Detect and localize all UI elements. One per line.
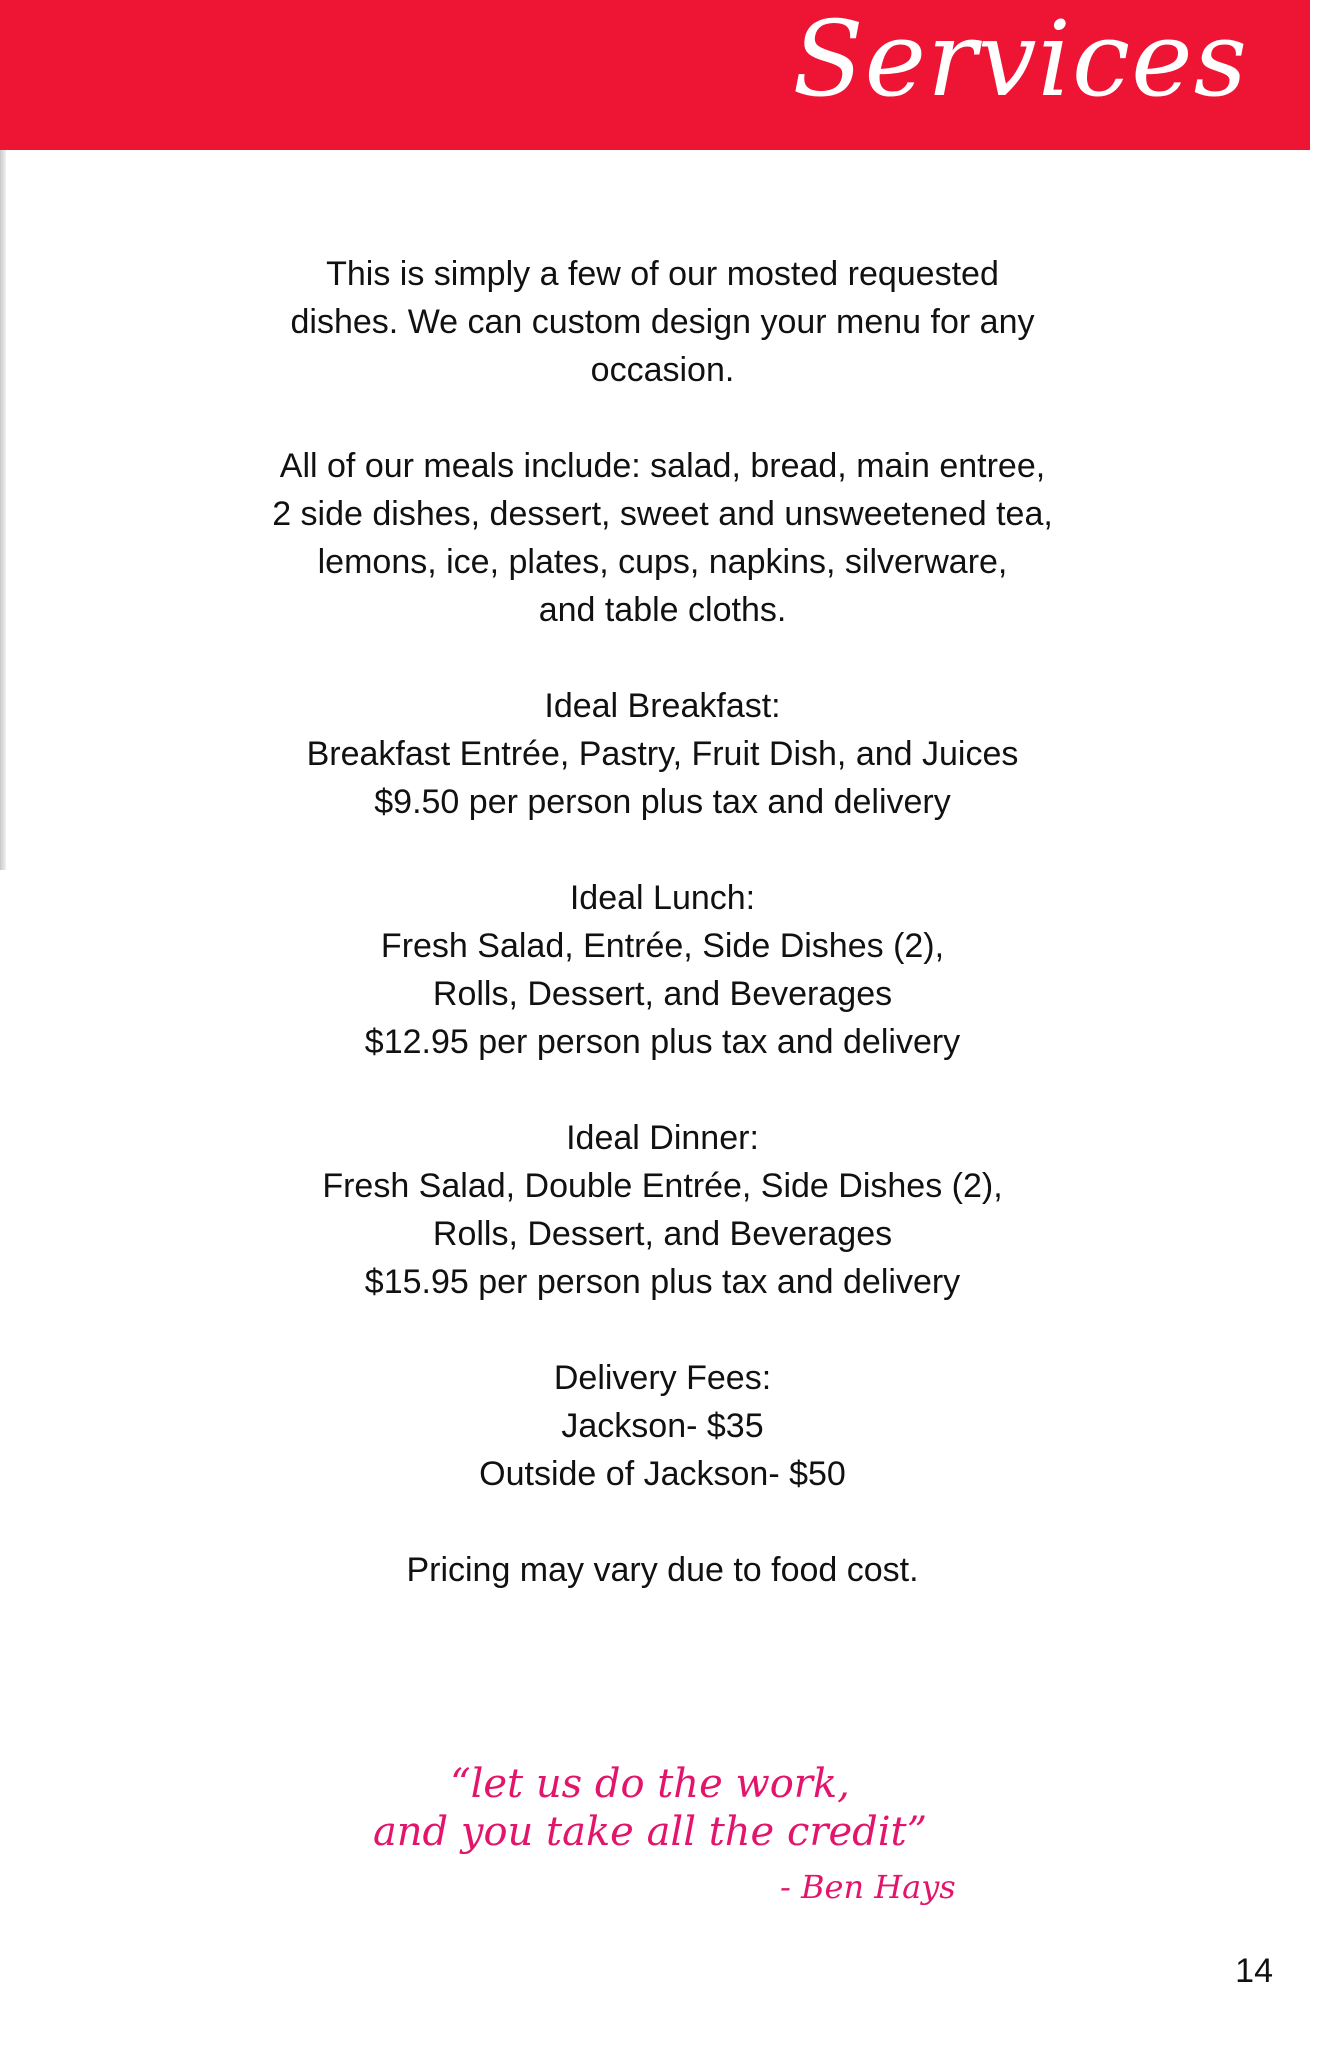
pricing-note: [180, 1546, 1145, 1594]
services-content: [180, 250, 1145, 1642]
dinner-heading: Ideal Dinner:: [566, 1119, 759, 1157]
lunch-price: $12.95 per person plus tax and delivery: [364, 1023, 961, 1061]
lunch-heading: Ideal Lunch:: [569, 879, 756, 917]
includes-paragraph: [180, 442, 1145, 634]
dinner-items: Rolls, Dessert, and Beverages: [432, 1215, 893, 1253]
lunch-section: [180, 874, 1145, 1066]
page-number: 14: [1235, 1952, 1273, 1990]
includes-line: lemons, ice, plates, cups, napkins, silverware,: [317, 543, 1008, 581]
dinner-section: [180, 1114, 1145, 1306]
header-band: [0, 0, 1310, 150]
lunch-items: Fresh Salad, Entrée, Side Dishes (2),: [380, 927, 945, 965]
lunch-items: Rolls, Dessert, and Beverages: [432, 975, 893, 1013]
delivery-heading: Delivery Fees:: [553, 1359, 772, 1397]
intro-paragraph: [180, 250, 1145, 394]
breakfast-price: $9.50 per person plus tax and delivery: [374, 783, 951, 821]
page-edge-shadow: [0, 150, 6, 870]
delivery-fee-local: Jackson- $35: [561, 1407, 764, 1445]
intro-line: This is simply a few of our mosted requested: [326, 255, 999, 293]
delivery-section: [180, 1354, 1145, 1498]
quote-attribution: - Ben Hays: [780, 1868, 956, 1906]
quote: [300, 1760, 1000, 1856]
breakfast-heading: Ideal Breakfast:: [544, 687, 781, 725]
includes-line: and table cloths.: [538, 591, 787, 629]
breakfast-items: Breakfast Entrée, Pastry, Fruit Dish, and Juices: [306, 735, 1019, 773]
includes-line: 2 side dishes, dessert, sweet and unsweetened tea,: [272, 495, 1053, 533]
dinner-items: Fresh Salad, Double Entrée, Side Dishes (2),: [322, 1167, 1003, 1205]
intro-line: occasion.: [590, 351, 735, 389]
intro-line: dishes. We can custom design your menu for any: [290, 303, 1035, 341]
includes-line: All of our meals include: salad, bread, main entree,: [279, 447, 1046, 485]
page-title: Services: [792, 0, 1248, 120]
delivery-fee-outside: Outside of Jackson- $50: [479, 1455, 846, 1493]
dinner-price: $15.95 per person plus tax and delivery: [364, 1263, 961, 1301]
breakfast-section: [180, 682, 1145, 826]
pricing-note-text: Pricing may vary due to food cost.: [406, 1551, 919, 1589]
quote-line: and you take all the credit”: [372, 1809, 928, 1855]
quote-line: “let us do the work,: [450, 1761, 850, 1807]
